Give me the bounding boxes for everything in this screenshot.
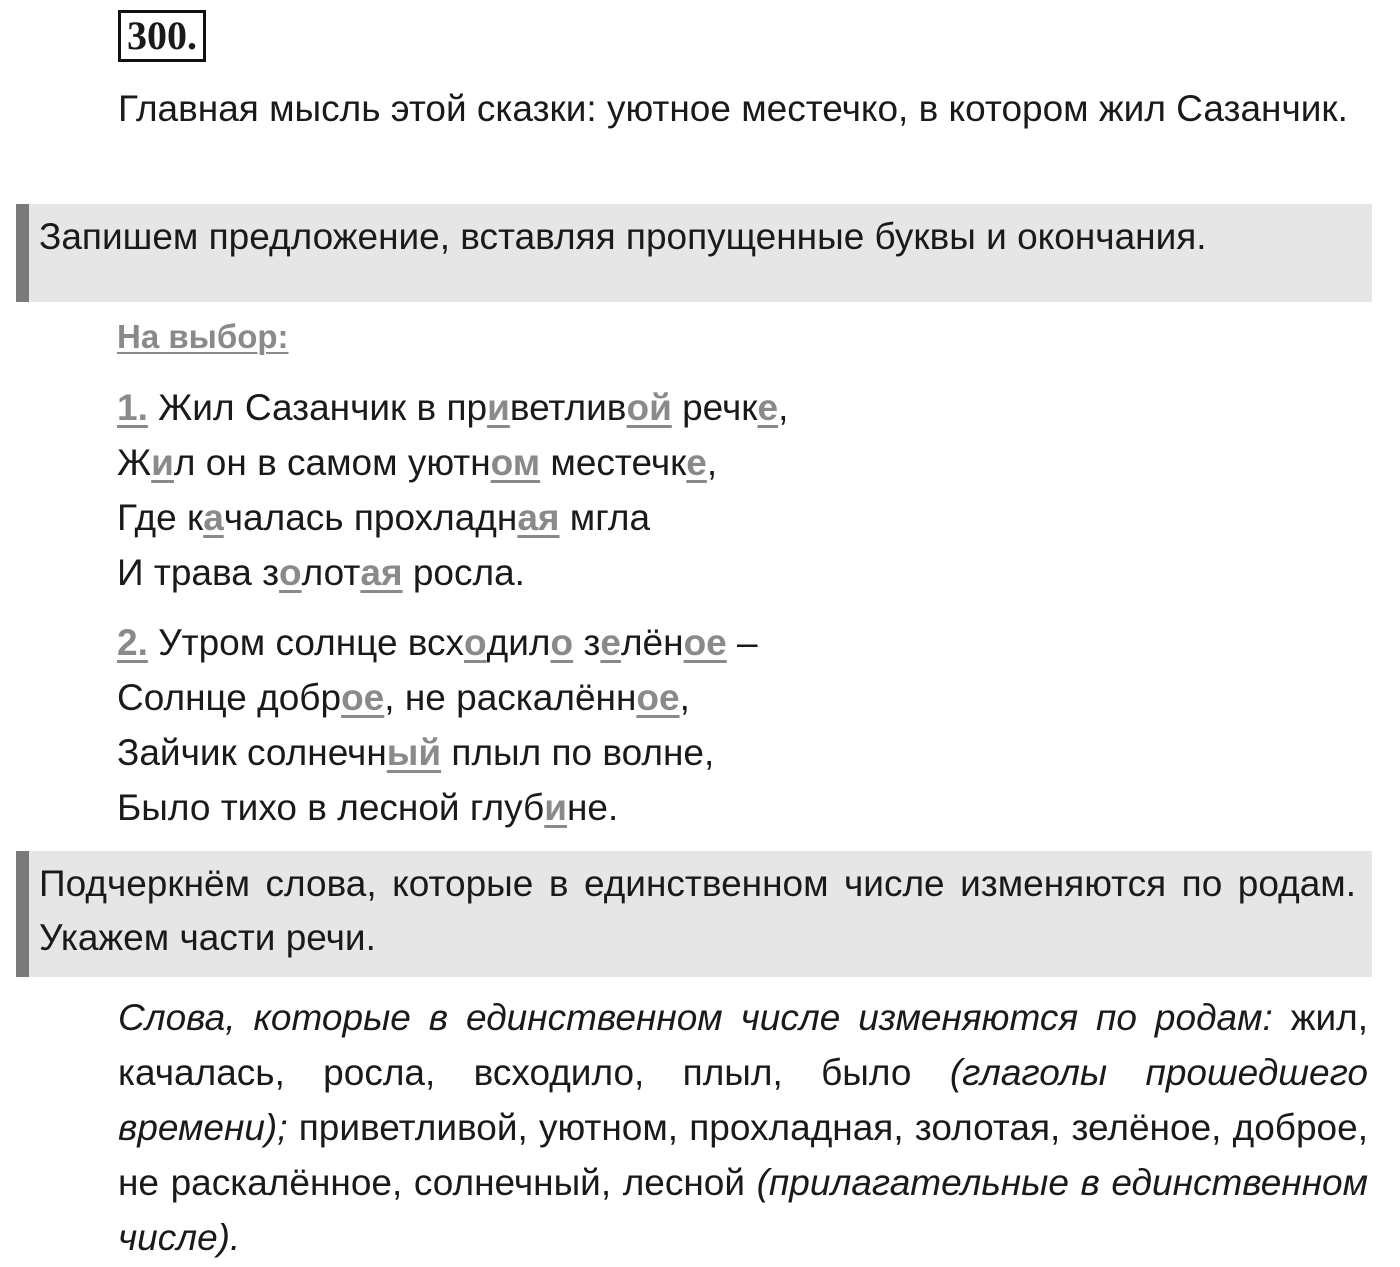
inserted-letters: е: [757, 387, 779, 428]
adjectives-list: приветливой, уютном, прохладная, золотая, зелёное, доброе, не раскалённое, солнечный, лесной: [118, 1107, 1368, 1203]
poem-text: , не раскалённ: [384, 677, 637, 718]
inserted-letters: о: [279, 552, 302, 593]
poem-text: И трава з: [117, 552, 280, 593]
poem-text: Утром солнце всх: [158, 622, 465, 663]
poem-line: [117, 670, 758, 725]
poem-text: росла.: [402, 552, 525, 593]
poem-text: Было тихо в лесной глуб: [117, 787, 545, 828]
poem-text: –: [726, 622, 758, 663]
inserted-letters: о: [464, 622, 487, 663]
answer-paragraph: [18, 990, 1368, 1265]
inserted-letters: ой: [626, 387, 672, 428]
adjectives-note: (прилагательные в единственном числе).: [118, 1162, 1369, 1258]
poem-2: [117, 615, 758, 835]
inserted-letters: а: [203, 497, 224, 538]
poem-text: ветлив: [509, 387, 627, 428]
inserted-letters: е: [686, 442, 707, 483]
poem-line: [117, 545, 788, 600]
poem-text: лён: [620, 622, 684, 663]
poem-text: Солнце добр: [117, 677, 342, 718]
task-instruction-2: Подчеркнём слова, которые в единственном числе изменяются по родам. Укажем части речи.: [16, 851, 1372, 977]
poem-text: Ж: [117, 442, 152, 483]
poem-text: чалась прохладн: [223, 497, 518, 538]
poem-number: 2.: [117, 622, 148, 663]
poem-text: ,: [778, 387, 789, 428]
poem-line: [117, 615, 758, 670]
inserted-letters: ая: [360, 552, 403, 593]
inserted-letters: ое: [683, 622, 727, 663]
poem-text: ,: [706, 442, 718, 483]
inserted-letters: ое: [341, 677, 385, 718]
answer-intro: Слова, которые в единственном числе изменяются по родам:: [118, 997, 1273, 1038]
poem-text: Зайчик солнечн: [117, 732, 387, 773]
poem-text: мгла: [559, 497, 651, 538]
inserted-letters: и: [544, 787, 567, 828]
exercise-number: 300.: [118, 10, 206, 62]
poem-text: не.: [566, 787, 619, 828]
poem-line: [117, 490, 788, 545]
inserted-letters: о: [550, 622, 574, 663]
inserted-letters: ый: [386, 732, 442, 773]
poem-text: речк: [671, 387, 758, 428]
poem-text: плыл по волне,: [441, 732, 715, 773]
choice-label: На выбор:: [117, 318, 289, 355]
main-thought: Главная мысль этой сказки: уютное местечко, в котором жил Сазанчик.: [118, 88, 1348, 129]
poem-text: з: [573, 622, 601, 663]
inserted-letters: ом: [490, 442, 541, 483]
poem-number: 1.: [117, 387, 148, 428]
task-instruction-1: Запишем предложение, вставляя пропущенные буквы и окончания.: [16, 204, 1372, 302]
poem-line: [117, 380, 788, 435]
inserted-letters: и: [487, 387, 510, 428]
verbs-note: (глаголы прошедшего времени);: [118, 1052, 1368, 1148]
inserted-letters: е: [600, 622, 621, 663]
poem-line: [117, 725, 758, 780]
poem-text: Где к: [117, 497, 204, 538]
poem-text: Жил Сазанчик в пр: [158, 387, 488, 428]
poem-text: дил: [486, 622, 551, 663]
poem-line: [117, 435, 788, 490]
poem-text: лот: [301, 552, 361, 593]
poem-text: ,: [679, 677, 690, 718]
inserted-letters: ая: [517, 497, 560, 538]
verbs-list: жил, качалась, росла, всходило, плыл, было: [118, 997, 1368, 1093]
inserted-letters: и: [151, 442, 174, 483]
poem-line: [117, 780, 758, 835]
poem-text: местечк: [540, 442, 687, 483]
poem-text: л он в самом уютн: [173, 442, 491, 483]
poem-1: [117, 380, 788, 600]
inserted-letters: ое: [636, 677, 680, 718]
